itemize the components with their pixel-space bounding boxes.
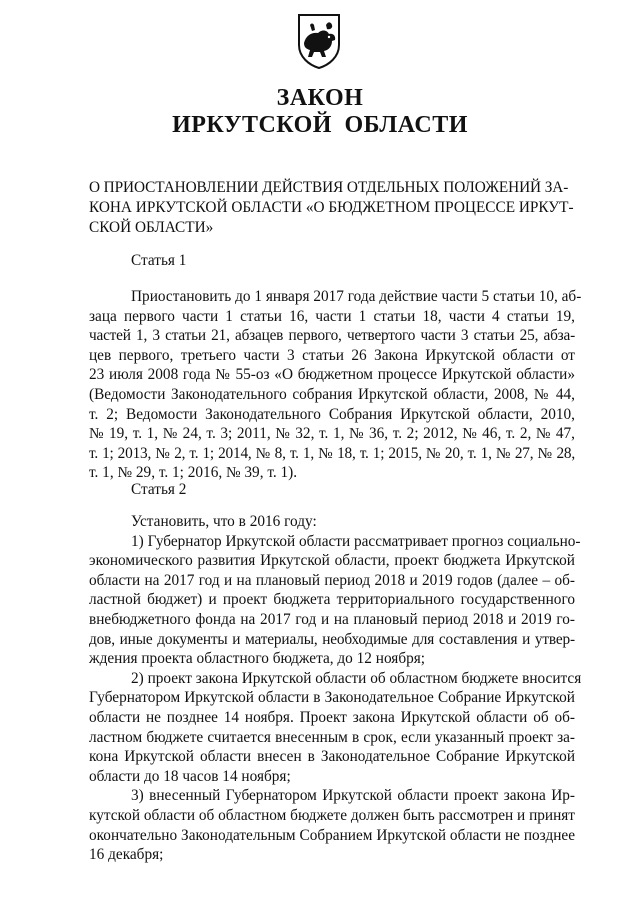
text-line: ластной бюджет) и проект бюджета территориального государственного (89, 591, 575, 609)
text-line: (Ведомости Законодательного собрания Иркутской области, 2008, № 44, (89, 385, 575, 403)
text-line: 16 декабря; (89, 846, 164, 864)
subject-line: СКОЙ ОБЛАСТИ» (89, 219, 214, 236)
law-subject-title (89, 178, 575, 238)
text-line: кона Иркутской области внесен в Законодательное Собрание Иркутской (89, 748, 575, 766)
text-line: дов, иные документы и материалы, необходимые для составления и утвер- (89, 630, 575, 648)
text-line: внебюджетного фонда на 2017 год и на плановый период 2018 и 2019 го- (89, 610, 575, 628)
subject-line: КОНА ИРКУТСКОЙ ОБЛАСТИ «О БЮДЖЕТНОМ ПРОЦЕССЕ ИРКУТ- (89, 199, 574, 216)
text-line: Губернатором Иркутской области в Законодательное Собрание Иркутской (89, 689, 575, 707)
text-line: № 19, т. 1, № 24, т. 3; 2011, № 32, т. 1, № 36, т. 2; 2012, № 46, т. 2, № 47, (89, 425, 575, 443)
text-line: заца первого части 1 статьи 16, части 1 статьи 18, части 4 статьи 19, (89, 307, 575, 325)
article-2-text (89, 512, 582, 865)
article-1-heading: Статья 1 (131, 252, 187, 269)
text-line: т. 1, № 29, т. 1; 2016, № 39, т. 1). (89, 464, 298, 482)
text-line: области на 2017 год и на плановый период 2018 и 2019 годов (далее – об- (89, 571, 575, 589)
document-type-title: ЗАКОН (276, 85, 364, 111)
text-line: т. 2; Ведомости Законодательного Собрания Иркутской области, 2010, (89, 405, 575, 423)
subject-line: О ПРИОСТАНОВЛЕНИИ ДЕЙСТВИЯ ОТДЕЛЬНЫХ ПОЛОЖЕНИЙ ЗА- (89, 179, 569, 196)
text-line: Приостановить до 1 января 2017 года действие части 5 статьи 10, аб- (131, 288, 582, 305)
text-line: окончательно Законодательным Собранием Иркутской области не позднее (89, 826, 575, 844)
text-line: кутской области об областном бюджете должен быть рассмотрен и принят (89, 806, 575, 824)
text-line: Установить, что в 2016 году: (131, 513, 317, 530)
text-line: 3) внесенный Губернатором Иркутской области проект закона Ир- (131, 787, 575, 805)
irkutsk-coat-of-arms-icon (296, 13, 342, 69)
text-line: частей 1, 3 статьи 21, абзацев первого, четвертого части 3 статьи 25, абза- (89, 327, 575, 345)
text-line: области не позднее 14 ноября. Проект закона Иркутской области об об- (89, 708, 575, 726)
article-1-text (89, 287, 582, 483)
text-line: 1) Губернатор Иркутской области рассматривает прогноз социально- (131, 532, 581, 550)
text-line: т. 1; 2013, № 2, т. 1; 2014, № 8, т. 1, № 18, т. 1; 2015, № 20, т. 1, № 27, № 28, (89, 444, 575, 462)
article-2-heading: Статья 2 (131, 481, 187, 498)
text-line: 2) проект закона Иркутской области об областном бюджете вносится (131, 669, 582, 687)
text-line: 23 июля 2008 года № 55-оз «О бюджетном процессе Иркутской области» (89, 366, 575, 384)
text-line: ждения проекта областного бюджета, до 12 ноября; (89, 650, 426, 668)
text-line: ластном бюджете считается внесенным в срок, если указанный проект за- (89, 728, 575, 746)
text-line: экономического развития Иркутской области, проект бюджета Иркутской (89, 552, 575, 570)
text-line: цев первого, третьего части 3 статьи 26 Закона Иркутской области от (89, 346, 575, 364)
issuer-title: ИРКУТСКОЙ ОБЛАСТИ (172, 112, 468, 138)
text-line: области до 18 часов 14 ноября; (89, 767, 291, 785)
